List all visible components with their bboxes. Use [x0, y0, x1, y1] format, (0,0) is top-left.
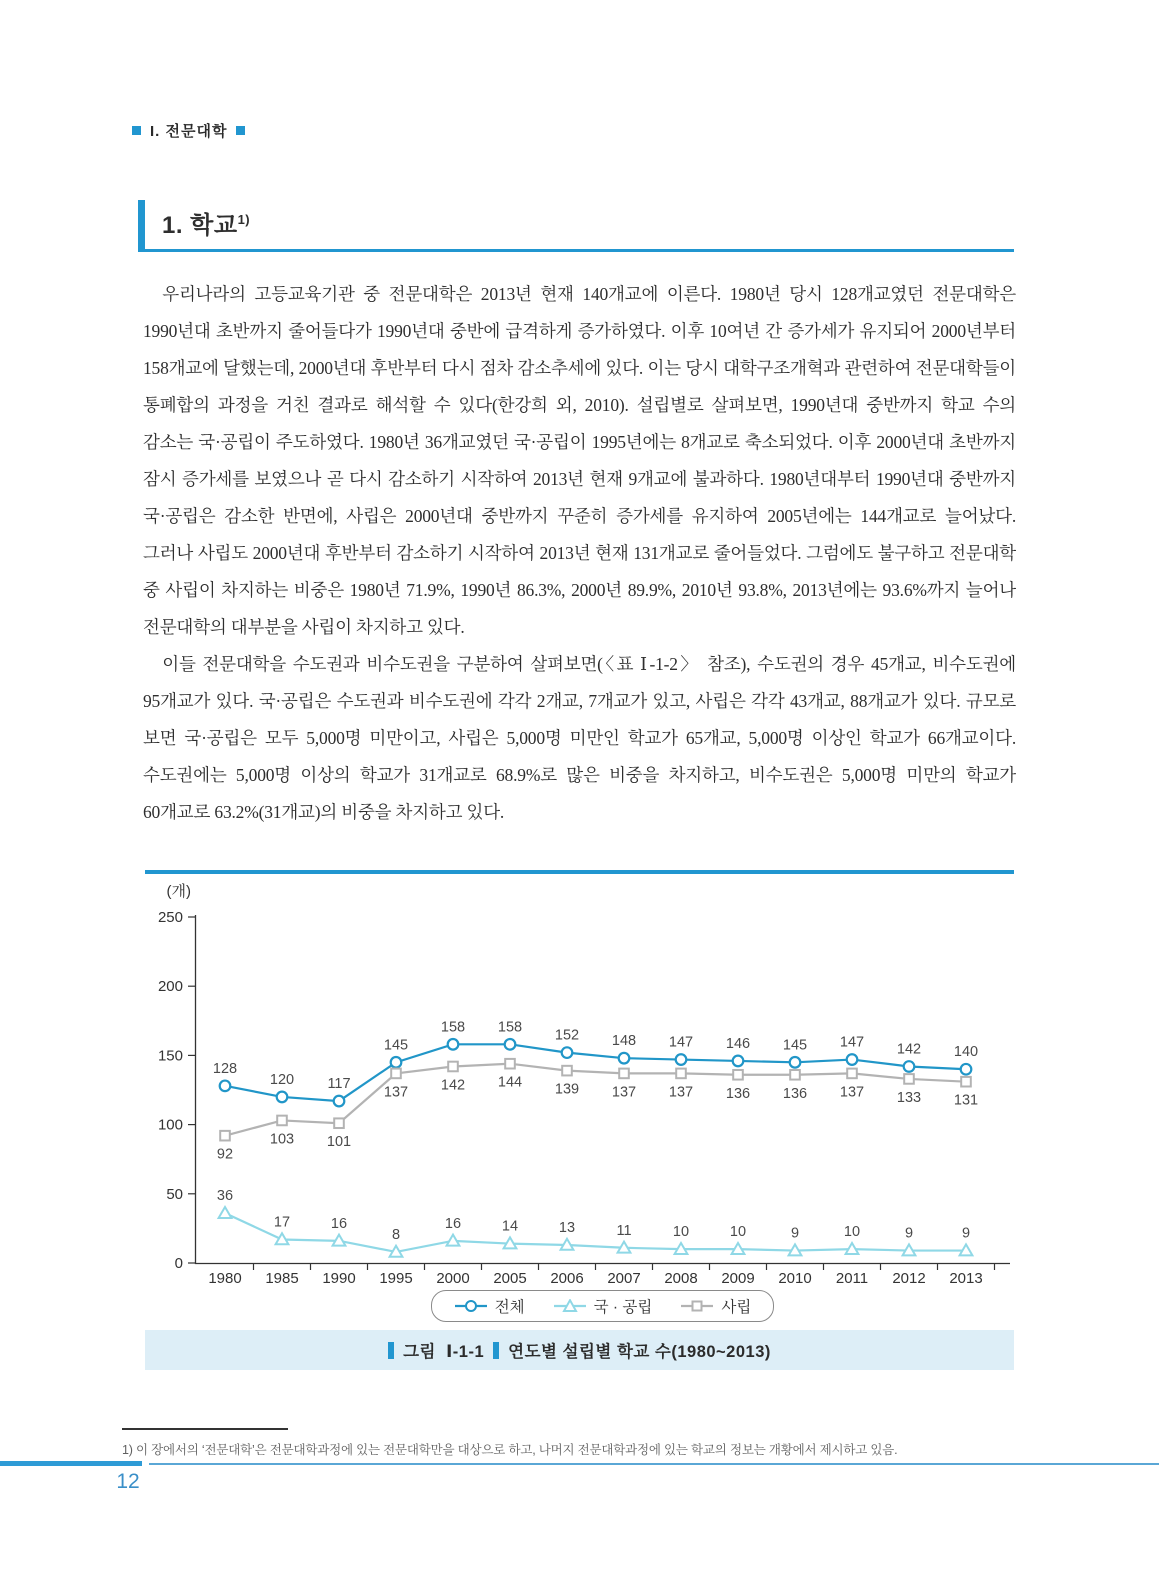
x-axis-tick-label: 2010 — [778, 1270, 812, 1286]
x-axis-tick-label: 1980 — [208, 1270, 242, 1286]
y-axis-tick-label: 150 — [157, 1047, 183, 1065]
data-label: 137 — [668, 1084, 694, 1101]
y-axis-tick-label: 200 — [157, 978, 183, 996]
data-label: 10 — [843, 1224, 861, 1241]
data-label: 145 — [782, 1037, 808, 1054]
section-title-block — [138, 200, 1014, 252]
data-label: 120 — [269, 1071, 295, 1088]
header-square-icon — [236, 126, 245, 135]
legend-item-국·공립 — [553, 1295, 653, 1317]
legend-marker-icon — [454, 1299, 488, 1313]
data-point-circle — [619, 1053, 630, 1064]
x-axis-tick-label: 2009 — [721, 1270, 755, 1286]
data-label: 92 — [216, 1146, 234, 1163]
data-point-circle — [334, 1096, 345, 1107]
data-label: 145 — [383, 1037, 409, 1054]
data-point-square — [391, 1069, 401, 1079]
section-title-text: 1. 학교 — [162, 212, 238, 239]
x-axis-tick-label: 2008 — [664, 1270, 698, 1286]
data-point-circle — [562, 1047, 573, 1058]
data-label: 9 — [904, 1225, 914, 1242]
y-axis-unit-label: (개) — [166, 883, 191, 900]
data-point-square — [733, 1070, 743, 1080]
data-label: 8 — [391, 1226, 401, 1243]
data-label: 139 — [554, 1081, 580, 1098]
chart-canvas — [145, 874, 1014, 1286]
body-text — [143, 276, 1016, 831]
data-label: 142 — [896, 1041, 922, 1058]
data-label: 137 — [611, 1084, 637, 1101]
data-label: 152 — [554, 1027, 580, 1044]
x-axis-tick-label: 2012 — [892, 1270, 926, 1286]
data-label: 128 — [212, 1060, 238, 1077]
data-label: 17 — [273, 1214, 291, 1231]
paragraph: 우리나라의 고등교육기관 중 전문대학은 2013년 현재 140개교에 이른다. 1980년 당시 128개교였던 전문대학은 1990년대 초반까지 줄어들다가 1990년대 중반에 급격하게 증가하였다. 이후 10여년 간 증가세가 유지되어 2000년부터 158개교에 달했는데, 2000년대 후반부터 다시 점차 감소추세에 있다. 이는 당시 대학구조개혁과 관련하여 전문대학들이 통폐합의 과정을 거친 결과로 해석할 수 있다(한강희 외, 2010). 설립별로 살펴보면, 1990년대 중반까지 학교 수의 감소는 국·공립이 주도하였다. 1980년 36개교였던 국·공립이 1995년에는 8개교로 축소되었다. 이후 2000년대 초반까지 잠시 증가세를 보였으나 곧 다시 감소하기 시작하여 2013년 현재 9개교에 불과하다. 1980년대부터 1990년대 중반까지 국·공립은 감소한 반면에, 사립은 2000년대 중반까지 꾸준히 증가세를 유지하여 2005년에는 144개교로 늘어났다. 그러나 사립도 2000년대 후반부터 감소하기 시작하여 2013년 현재 131개교로 줄어들었다. 그럼에도 불구하고 전문대학 중 사립이 차지하는 비중은 1980년 71.9%, 1990년 86.3%, 2000년 89.9%, 2010년 93.8%, 2013년에는 93.6%까지 늘어나 전문대학의 대부분을 사립이 차지하고 있다. — [143, 284, 1016, 637]
figure-caption — [145, 1330, 1014, 1370]
data-label: 13 — [558, 1220, 576, 1237]
y-axis-tick-label: 100 — [157, 1116, 183, 1134]
data-label: 137 — [839, 1084, 865, 1101]
data-point-circle — [733, 1056, 744, 1067]
data-point-circle — [277, 1092, 288, 1103]
footnote-divider — [122, 1428, 288, 1430]
legend-item-전체 — [454, 1295, 525, 1317]
data-point-circle — [505, 1039, 516, 1050]
data-label: 147 — [668, 1034, 694, 1051]
data-label: 137 — [383, 1084, 409, 1101]
y-axis-tick-label: 0 — [174, 1255, 183, 1272]
caption-bar-icon — [493, 1342, 499, 1359]
data-point-square — [676, 1069, 686, 1079]
legend-label: 사립 — [721, 1299, 752, 1316]
x-axis-tick-label: 2000 — [436, 1270, 470, 1286]
footnote-ref: 1) — [122, 1443, 133, 1457]
data-point-square — [847, 1069, 857, 1079]
data-point-circle — [847, 1054, 858, 1065]
x-axis-tick-label: 2005 — [493, 1270, 527, 1286]
x-axis-tick-label: 1985 — [265, 1270, 299, 1286]
data-label: 103 — [269, 1131, 295, 1148]
header-square-icon — [132, 126, 141, 135]
data-label: 11 — [616, 1222, 632, 1239]
data-point-square — [904, 1074, 914, 1084]
legend-item-사립 — [680, 1295, 751, 1317]
running-header-text: I. 전문대학 — [150, 123, 228, 140]
legend-marker-icon — [680, 1299, 714, 1313]
page-number: 12 — [116, 1470, 140, 1493]
caption-bar-icon — [388, 1342, 394, 1359]
caption-label: 그림 Ⅰ-1-1 — [403, 1343, 485, 1361]
data-label: 131 — [953, 1092, 979, 1109]
data-label: 158 — [497, 1019, 523, 1036]
figure-block — [145, 870, 1014, 1370]
data-label: 14 — [501, 1218, 519, 1235]
data-label: 158 — [440, 1019, 466, 1036]
footer-accent-line — [0, 1461, 142, 1466]
line-chart — [145, 874, 1014, 1286]
data-label: 16 — [330, 1215, 348, 1232]
running-header — [132, 120, 245, 141]
x-axis-tick-label: 2006 — [550, 1270, 584, 1286]
section-title — [138, 200, 1014, 249]
footnote-text: 이 장에서의 ‘전문대학’은 전문대학과정에 있는 전문대학만을 대상으로 하고, 나머지 전문대학과정에 있는 학교의 정보는 개황에서 제시하고 있음. — [136, 1443, 898, 1457]
data-point-circle — [448, 1039, 459, 1050]
data-label: 146 — [725, 1035, 751, 1052]
x-axis-tick-label: 1995 — [379, 1270, 413, 1286]
data-point-square — [562, 1066, 572, 1076]
data-point-circle — [676, 1054, 687, 1065]
data-label: 36 — [216, 1188, 234, 1205]
paragraph: 이들 전문대학을 수도권과 비수도권을 구분하여 살펴보면(〈표 Ⅰ-1-2〉 참조), 수도권의 경우 45개교, 비수도권에 95개교가 있다. 국·공립은 수도권과 비수도권에 각각 2개교, 7개교가 있고, 사립은 각각 43개교, 88개교가 있다. 규모로 보면 국·공립은 모두 5,000명 미만이고, 사립은 5,000명 미만인 학교가 65개교, 5,000명 이상인 학교가 66개교이다. 수도권에는 5,000명 이상의 학교가 31개교로 68.9%로 많은 비중을 차지하고, 비수도권은 5,000명 미만의 학교가 60개교로 63.2%(31개교)의 비중을 차지하고 있다. — [143, 654, 1016, 822]
data-point-square — [505, 1059, 515, 1069]
data-point-circle — [391, 1057, 402, 1068]
footer-rule-line — [149, 1463, 1159, 1465]
section-footnote-ref: 1) — [237, 212, 251, 227]
data-label: 101 — [326, 1134, 352, 1151]
data-label: 142 — [440, 1077, 466, 1094]
data-point-square — [277, 1116, 287, 1126]
data-point-triangle — [219, 1207, 232, 1218]
x-axis-tick-label: 2007 — [607, 1270, 641, 1286]
data-point-square — [619, 1069, 629, 1079]
data-label: 9 — [961, 1225, 971, 1242]
y-axis-tick-label: 250 — [157, 909, 183, 926]
footnote — [122, 1440, 1042, 1458]
data-point-circle — [790, 1057, 801, 1068]
data-point-square — [790, 1070, 800, 1080]
x-axis-tick-label: 2011 — [835, 1270, 869, 1286]
legend-label: 국 · 공립 — [593, 1299, 653, 1316]
data-label: 136 — [782, 1085, 808, 1102]
data-label: 147 — [839, 1034, 865, 1051]
data-label: 144 — [497, 1074, 523, 1091]
data-label: 133 — [896, 1089, 922, 1106]
data-label: 140 — [953, 1044, 979, 1061]
data-label: 16 — [444, 1215, 462, 1232]
chart-legend — [431, 1290, 775, 1322]
data-point-circle — [904, 1061, 915, 1072]
data-point-square — [220, 1131, 230, 1141]
legend-label: 전체 — [494, 1299, 525, 1316]
data-label: 10 — [672, 1224, 690, 1241]
x-axis-tick-label: 1990 — [322, 1270, 356, 1286]
data-point-circle — [961, 1064, 972, 1075]
chart-legend-row — [168, 1290, 1037, 1322]
data-point-square — [961, 1077, 971, 1087]
data-point-square — [334, 1118, 344, 1128]
data-point-circle — [220, 1081, 231, 1092]
y-axis-tick-label: 50 — [166, 1185, 183, 1203]
x-axis-tick-label: 2013 — [949, 1270, 983, 1286]
data-label: 9 — [790, 1225, 800, 1242]
caption-title: 연도별 설립별 학교 수(1980~2013) — [508, 1343, 771, 1361]
data-label: 136 — [725, 1085, 751, 1102]
data-point-square — [448, 1062, 458, 1072]
legend-marker-icon — [553, 1299, 587, 1313]
data-label: 148 — [611, 1033, 637, 1050]
data-label: 117 — [327, 1076, 351, 1093]
data-label: 10 — [729, 1224, 747, 1241]
